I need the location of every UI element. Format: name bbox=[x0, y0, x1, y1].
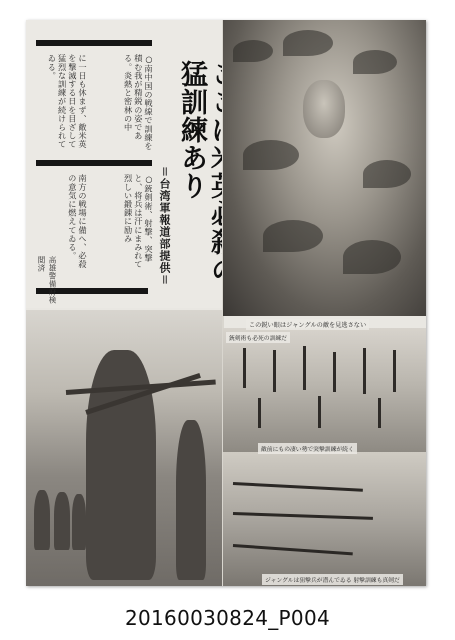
caption-prone: ジャングルは狙撃兵が潜んでゐる 射撃訓練も真剣だ bbox=[262, 574, 403, 585]
article-subhead: ＝台湾軍報道部提供＝ bbox=[158, 166, 171, 286]
article-headline: 猛訓練あり bbox=[176, 60, 207, 200]
caption-orchard-top: 銃剣術も必死の訓練だ bbox=[226, 332, 290, 343]
caption-orchard-mid: 敵前にもの凄い勢で突撃訓練が続く bbox=[258, 443, 357, 454]
censor-credit: 高雄警備府検閲済 bbox=[37, 256, 57, 304]
archive-id-label: 20160030824_P004 bbox=[124, 606, 330, 630]
top-black-rule bbox=[36, 40, 152, 46]
camouflaged-soldier-photo bbox=[223, 20, 426, 316]
caption-soldier: この鋭い眼はジャングルの敵を見逃さない bbox=[246, 319, 369, 330]
soldier-face bbox=[303, 80, 345, 138]
orchard-charge-photo bbox=[223, 328, 426, 452]
bayonet-training-photo bbox=[26, 310, 222, 586]
prone-shooting-photo bbox=[223, 452, 426, 586]
body-column-2: に一日も休まず、敵米英を撃滅する日を目ざして猛烈な訓練が続けられてゐる。 bbox=[47, 54, 88, 149]
body-column-3: ○銃剣術、射撃、突撃と、将兵は汗にまみれて烈しい鍛錬に励み bbox=[123, 174, 154, 269]
body-column-4: 南方の戦場に備へ、必殺の意気に燃えてゐる。 bbox=[67, 174, 88, 269]
middle-black-rule bbox=[36, 160, 152, 166]
article-text-block bbox=[26, 20, 222, 308]
magazine-page bbox=[26, 20, 426, 586]
body-column-1: ○南中国の戦線で訓練を積む我が精鋭の姿である。炎熱と密林の中 bbox=[123, 54, 154, 151]
